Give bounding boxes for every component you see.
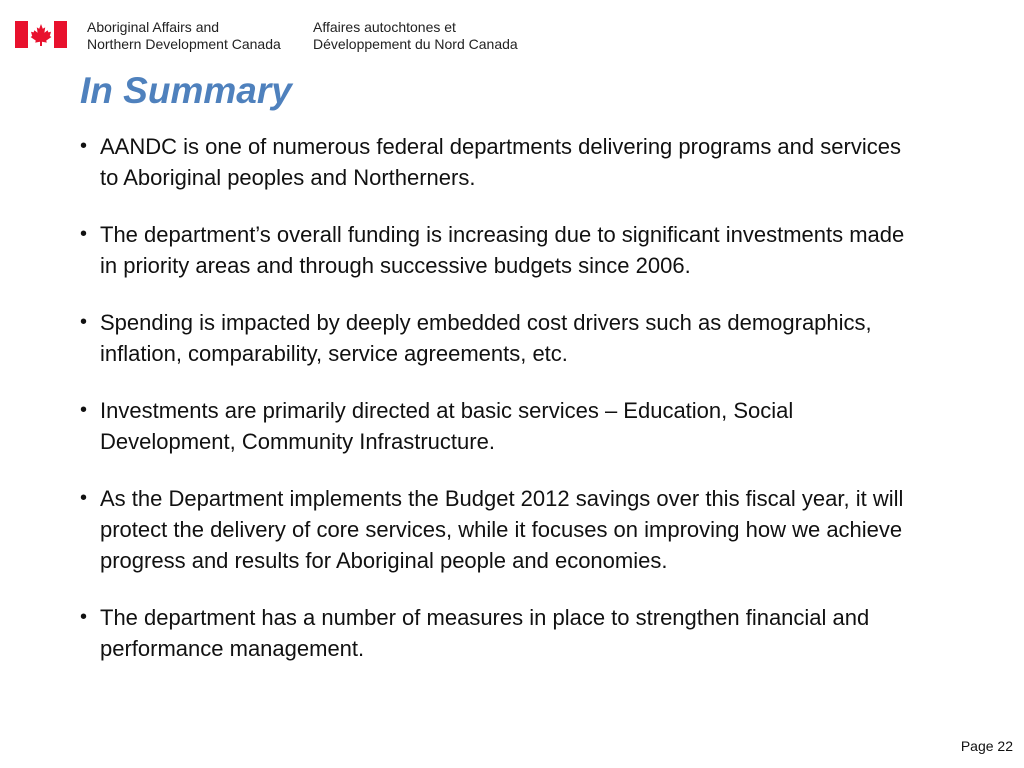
bullet-item: [80, 395, 920, 457]
bullet-text: The department has a number of measures in place to strengthen financial and performance management.: [100, 605, 870, 661]
bullet-icon: •: [80, 487, 88, 509]
bullet-icon: •: [80, 399, 88, 421]
department-name-english-line-1: Aboriginal Affairs and: [87, 19, 220, 35]
bullet-item: [80, 483, 920, 576]
bullet-icon: •: [80, 311, 88, 333]
bullet-text: As the Department implements the Budget 2012 savings over this fiscal year, it will protect the delivery of core services, while it focuses on improving how we achieve progress and results for Aboriginal people and economies.: [100, 486, 904, 573]
bullet-icon: •: [80, 135, 88, 157]
department-name-french: [313, 19, 518, 53]
summary-bullet-list: [80, 131, 920, 690]
bullet-icon: •: [80, 606, 88, 628]
bullet-item: [80, 131, 920, 193]
bullet-text: AANDC is one of numerous federal departments delivering programs and services to Aboriginal peoples and Northerners.: [100, 134, 901, 190]
bullet-item: [80, 307, 920, 369]
bullet-icon: •: [80, 223, 88, 245]
department-name-french-line-2: Développement du Nord Canada: [313, 36, 518, 52]
bullet-text: Investments are primarily directed at basic services – Education, Social Development, Community Infrastructure.: [100, 398, 794, 454]
department-name-french-line-1: Affaires autochtones et: [313, 19, 456, 35]
bullet-item: [80, 219, 920, 281]
canada-flag-icon: [15, 21, 67, 48]
department-name-english: [87, 19, 281, 53]
page-number: Page 22: [960, 738, 1013, 754]
bullet-item: [80, 602, 920, 664]
bullet-text: Spending is impacted by deeply embedded cost drivers such as demographics, inflation, comparability, service agreements, etc.: [100, 310, 872, 366]
slide-title: In Summary: [80, 70, 292, 111]
department-name-english-line-2: Northern Development Canada: [87, 36, 281, 52]
bullet-text: The department’s overall funding is increasing due to significant investments made in priority areas and through successive budgets since 2006.: [100, 222, 905, 278]
